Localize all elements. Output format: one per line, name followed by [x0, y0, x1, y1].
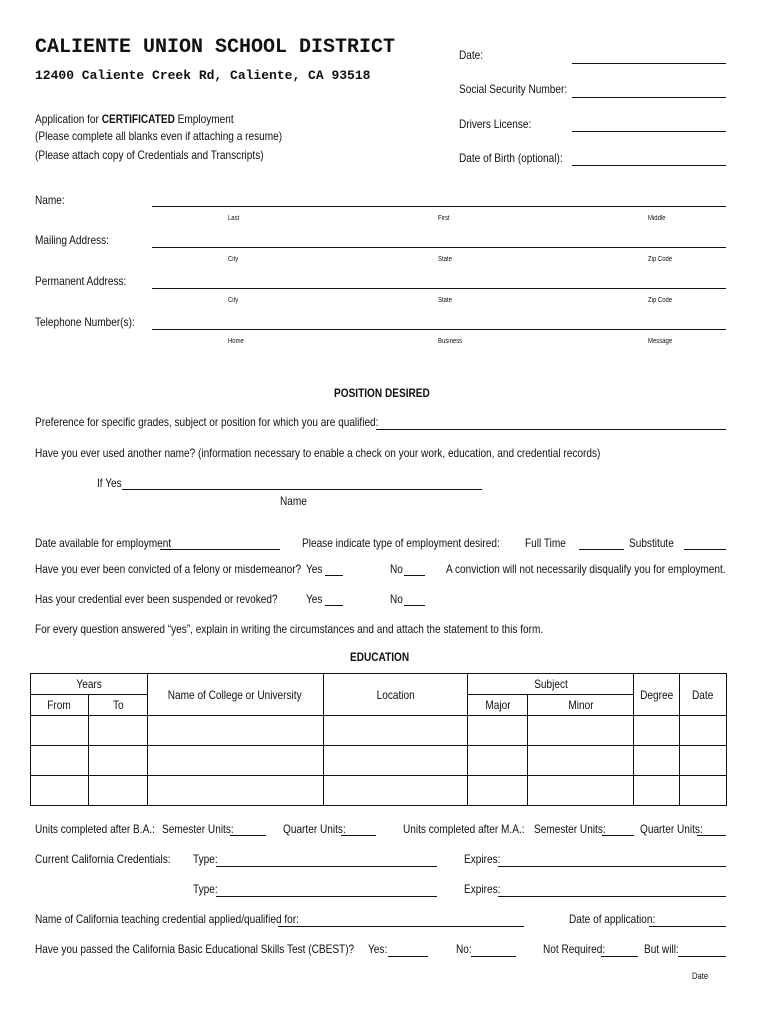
cbest-no-field[interactable]	[471, 956, 516, 957]
table-row	[31, 746, 727, 776]
ba-quarter-field[interactable]	[341, 835, 376, 836]
application-type-bold: CERTIFICATED	[101, 112, 175, 126]
phone-sub-message: Message	[648, 338, 673, 345]
name-sub-middle: Middle	[648, 215, 666, 222]
phone-sub-home: Home	[228, 338, 244, 345]
table-row	[31, 716, 727, 746]
substitute-field[interactable]	[684, 549, 726, 550]
name-label: Name:	[35, 193, 65, 207]
other-name-field[interactable]	[122, 489, 482, 490]
cbest-but-will-label: But will:	[644, 942, 679, 956]
district-address: 12400 Caliente Creek Rd, Caliente, CA 93518	[35, 68, 371, 83]
application-type	[35, 112, 272, 126]
edu-cell[interactable]	[88, 716, 147, 746]
edu-cell[interactable]	[147, 746, 323, 776]
ba-semester-label: Semester Units:	[162, 822, 234, 836]
mailing-sub-state: State	[438, 256, 452, 263]
edu-cell[interactable]	[528, 746, 634, 776]
from-header: From	[31, 695, 89, 716]
mailing-address-label: Mailing Address:	[35, 233, 109, 247]
dob-field[interactable]	[572, 165, 726, 166]
cbest-question: Have you passed the California Basic Educational Skills Test (CBEST)?	[35, 942, 355, 956]
edu-cell[interactable]	[147, 716, 323, 746]
explain-instruction: For every question answered “yes”, explain in writing the circumstances and and attach the statement to this form.	[35, 622, 544, 636]
edu-cell[interactable]	[31, 776, 89, 806]
to-header: To	[88, 695, 147, 716]
permanent-address-label: Permanent Address:	[35, 274, 127, 288]
credential-expires-1-field[interactable]	[498, 866, 726, 867]
credential-type-1-field[interactable]	[216, 866, 437, 867]
application-prefix: Application for	[35, 112, 102, 126]
ma-quarter-label: Quarter Units:	[640, 822, 703, 836]
district-title: CALIENTE UNION SCHOOL DISTRICT	[35, 36, 396, 59]
permanent-address-field[interactable]	[152, 288, 726, 289]
felony-yes-field[interactable]	[325, 575, 343, 576]
conviction-note: A conviction will not necessarily disqualify you for employment.	[446, 562, 726, 576]
phone-sub-business: Business	[438, 338, 463, 345]
units-after-ba-label: Units completed after B.A.:	[35, 822, 155, 836]
name-sub-last: Last	[228, 215, 240, 222]
application-suffix: Employment	[174, 112, 234, 126]
mailing-address-field[interactable]	[152, 247, 726, 248]
credential-type-1-label: Type:	[193, 852, 218, 866]
revoked-yes-field[interactable]	[325, 605, 343, 606]
other-name-question: Have you ever used another name? (information necessary to enable a check on your work, education, and credential records)	[35, 446, 601, 460]
edu-cell[interactable]	[323, 716, 468, 746]
preference-field[interactable]	[376, 429, 726, 430]
date-header: Date	[680, 674, 727, 716]
ma-semester-field[interactable]	[602, 835, 634, 836]
table-row	[31, 776, 727, 806]
degree-header: Degree	[634, 674, 680, 716]
edu-cell[interactable]	[31, 716, 89, 746]
date-label: Date:	[459, 48, 484, 62]
permanent-sub-state: State	[438, 297, 452, 304]
full-time-label: Full Time	[525, 536, 566, 550]
credential-type-2-field[interactable]	[216, 896, 437, 897]
ba-quarter-label: Quarter Units:	[283, 822, 346, 836]
college-header: Name of College or University	[147, 674, 323, 716]
ba-semester-field[interactable]	[230, 835, 266, 836]
cbest-yes-label: Yes:	[368, 942, 388, 956]
cbest-not-required-field[interactable]	[601, 956, 638, 957]
edu-cell[interactable]	[147, 776, 323, 806]
substitute-label: Substitute	[629, 536, 674, 550]
credential-applied-label: Name of California teaching credential applied/qualified for:	[35, 912, 299, 926]
edu-cell[interactable]	[634, 716, 680, 746]
edu-cell[interactable]	[680, 776, 727, 806]
name-sub-first: First	[438, 215, 450, 222]
education-table	[30, 673, 727, 806]
felony-no-field[interactable]	[404, 575, 425, 576]
edu-cell[interactable]	[680, 716, 727, 746]
units-after-ma-label: Units completed after M.A.:	[403, 822, 525, 836]
date-of-application-label: Date of application:	[569, 912, 656, 926]
permanent-sub-city: City	[228, 297, 239, 304]
edu-cell[interactable]	[31, 746, 89, 776]
cbest-not-required-label: Not Required:	[543, 942, 606, 956]
cbest-no-label: No:	[456, 942, 472, 956]
subject-header: Subject	[468, 674, 634, 695]
revoked-yes-label: Yes	[306, 592, 323, 606]
date-field[interactable]	[572, 63, 726, 64]
ma-quarter-field[interactable]	[697, 835, 726, 836]
credential-type-2-label: Type:	[193, 882, 218, 896]
name-field[interactable]	[152, 206, 726, 207]
dob-label: Date of Birth (optional):	[459, 151, 563, 165]
current-credentials-label: Current California Credentials:	[35, 852, 171, 866]
edu-cell[interactable]	[634, 776, 680, 806]
date-available-label: Date available for employment	[35, 536, 172, 550]
cbest-yes-field[interactable]	[388, 956, 428, 957]
employment-type-question: Please indicate type of employment desired:	[302, 536, 500, 550]
years-header: Years	[31, 674, 148, 695]
credential-applied-field[interactable]	[278, 926, 524, 927]
revoked-no-label: No	[390, 592, 403, 606]
mailing-sub-city: City	[228, 256, 239, 263]
edu-cell[interactable]	[88, 746, 147, 776]
revoked-no-field[interactable]	[404, 605, 425, 606]
preference-label: Preference for specific grades, subject or position for which you are qualified:	[35, 415, 379, 429]
position-heading: POSITION DESIRED	[334, 386, 430, 400]
edu-cell[interactable]	[634, 746, 680, 776]
cbest-date-caption: Date	[692, 971, 709, 981]
credential-expires-2-field[interactable]	[498, 896, 726, 897]
if-yes-label: If Yes	[97, 476, 122, 490]
license-field[interactable]	[572, 131, 726, 132]
license-label: Drivers License:	[459, 117, 532, 131]
cbest-but-will-field[interactable]	[678, 956, 726, 957]
edu-cell[interactable]	[323, 776, 468, 806]
edu-cell[interactable]	[88, 776, 147, 806]
edu-cell[interactable]	[323, 746, 468, 776]
felony-yes-label: Yes	[306, 562, 323, 576]
edu-cell[interactable]	[468, 746, 528, 776]
ma-semester-label: Semester Units:	[534, 822, 606, 836]
note-complete-blanks: (Please complete all blanks even if attaching a resume)	[35, 129, 283, 143]
mailing-sub-zip: Zip Code	[648, 256, 673, 263]
edu-cell[interactable]	[528, 776, 634, 806]
felony-question: Have you ever been convicted of a felony or misdemeanor?	[35, 562, 302, 576]
edu-cell[interactable]	[528, 716, 634, 746]
ssn-label: Social Security Number:	[459, 82, 568, 96]
telephone-label: Telephone Number(s):	[35, 315, 135, 329]
date-available-field[interactable]	[160, 549, 280, 550]
location-header: Location	[323, 674, 468, 716]
edu-cell[interactable]	[468, 716, 528, 746]
edu-cell[interactable]	[468, 776, 528, 806]
telephone-field[interactable]	[152, 329, 726, 330]
ssn-field[interactable]	[572, 97, 726, 98]
major-header: Major	[468, 695, 528, 716]
minor-header: Minor	[528, 695, 634, 716]
credential-revoked-question: Has your credential ever been suspended or revoked?	[35, 592, 278, 606]
credential-expires-2-label: Expires:	[464, 882, 501, 896]
credential-expires-1-label: Expires:	[464, 852, 501, 866]
felony-no-label: No	[390, 562, 403, 576]
date-of-application-field[interactable]	[649, 926, 726, 927]
education-heading: EDUCATION	[350, 650, 410, 664]
full-time-field[interactable]	[579, 549, 624, 550]
other-name-caption: Name	[280, 494, 307, 508]
permanent-sub-zip: Zip Code	[648, 297, 673, 304]
edu-cell[interactable]	[680, 746, 727, 776]
note-attach-credentials: (Please attach copy of Credentials and Transcripts)	[35, 148, 264, 162]
